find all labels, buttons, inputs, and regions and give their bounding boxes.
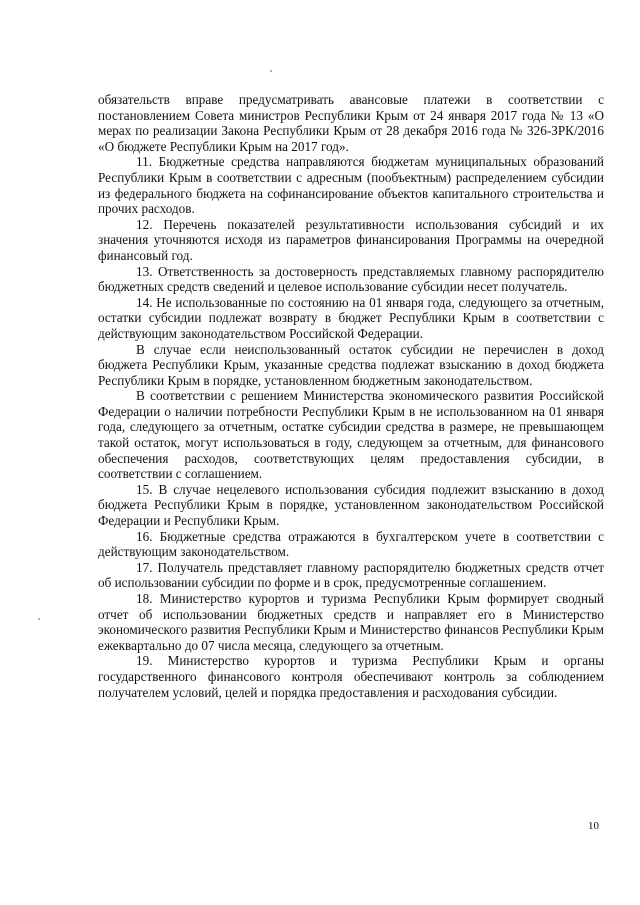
paragraph: В случае если неиспользованный остаток субсидии не перечислен в доход бюджета Республики Крым, указанные средства подлежат взысканию в доход бюджета Республики Крым в порядке, установленном бюджетным законодательством. [98, 341, 604, 388]
paragraph: 11. Бюджетные средства направляются бюджетам муниципальных образований Республики Крым в соответствии с адресным (пообъектным) распределением субсидии из федерального бюджета на софинансирование объектов капитального строительства и прочих расходов. [98, 154, 604, 217]
page-number: 10 [588, 820, 599, 832]
paragraph: 18. Министерство курортов и туризма Республики Крым формирует сводный отчет об использовании бюджетных средств и направляет его в Министерство экономического развития Республики Крым и Министерство финансов Республики Крым ежеквартально до 07 числа месяца, следующего за отчетным. [98, 591, 604, 653]
paragraph: 16. Бюджетные средства отражаются в бухгалтерском учете в соответствии с действующим законодательством. [98, 528, 604, 560]
paragraph: В соответствии с решением Министерства экономического развития Российской Федерации о наличии потребности Республики Крым в не использованном на 01 января года, следующего за отчетным, остатке субсидии средства в размере, не превышающем такой остаток, могут использоваться в году, следующем за отчетным, для финансового обеспечения расходов, соответствующих целям предоставления субсидии, в соответствии с соглашением. [98, 388, 604, 482]
document-body [98, 92, 604, 700]
paragraph: 13. Ответственность за достоверность представляемых главному распорядителю бюджетных средств сведений и целевое использование субсидии несет получатель. [98, 263, 604, 295]
scan-speck [38, 618, 40, 620]
scan-speck [270, 70, 272, 72]
paragraph: обязательств вправе предусматривать авансовые платежи в соответствии с постановлением Совета министров Республики Крым от 24 января 2017 года № 13 «О мерах по реализации Закона Республики Крым от 28 декабря 2016 года № 326-ЗРК/2016 «О бюджете Республики Крым на 2017 год». [98, 92, 604, 154]
paragraph: 17. Получатель представляет главному распорядителю бюджетных средств отчет об использовании субсидии по форме и в срок, предусмотренные соглашением. [98, 559, 604, 591]
paragraph: 19. Министерство курортов и туризма Республики Крым и органы государственного финансового контроля обеспечивают контроль за соблюдением получателем условий, целей и порядка предоставления и расходования субсидии. [98, 653, 604, 700]
paragraph: 14. Не использованные по состоянию на 01 января года, следующего за отчетным, остатки субсидии подлежат возврату в бюджет Республики Крым в соответствии с действующим законодательством Российской Федерации. [98, 294, 604, 341]
paragraph: 15. В случае нецелевого использования субсидия подлежит взысканию в доход бюджета Республики Крым в порядке, установленном законодательством Российской Федерации и Республики Крым. [98, 481, 604, 529]
paragraph: 12. Перечень показателей результативности использования субсидий и их значения уточняются исходя из параметров финансирования Программы на очередной финансовый год. [98, 216, 604, 263]
